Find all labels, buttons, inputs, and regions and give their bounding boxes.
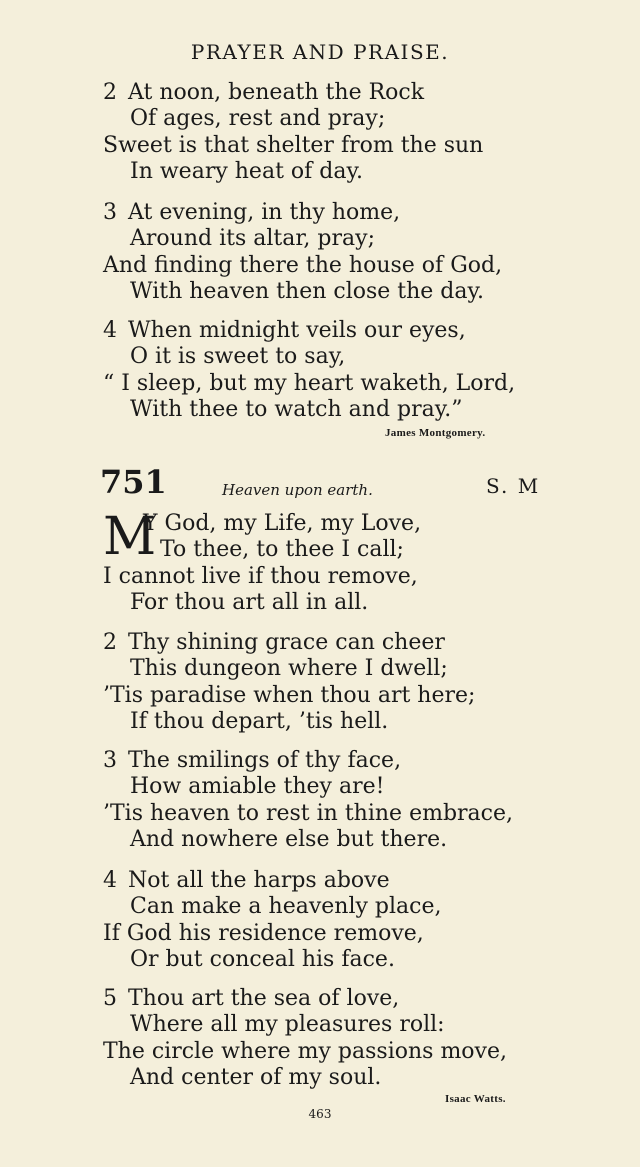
drop-cap: M — [103, 507, 157, 567]
verse-line: At noon, beneath the Rock — [128, 80, 425, 105]
page-number: 463 — [308, 1107, 332, 1121]
verse-line: If God his residence remove, — [103, 920, 424, 946]
verse-line: For thou art all in all. — [130, 589, 369, 615]
verse-line: Around its altar, pray; — [130, 226, 375, 252]
previous-hymn-verse-2 — [103, 80, 483, 185]
verse-line: And center of my soul. — [130, 1064, 382, 1090]
verse-line: Or but conceal his face. — [130, 946, 395, 972]
hymn-verse-5 — [103, 986, 507, 1091]
verse-line: This dungeon where I dwell; — [130, 656, 448, 682]
verse-line: “ I sleep, but my heart waketh, Lord, — [103, 370, 516, 396]
verse-line: ’Tis heaven to rest in thine embrace, — [103, 800, 513, 826]
hymn-verse-1 — [103, 507, 422, 616]
verse-line: To thee, to thee I call; — [160, 537, 404, 563]
verse-line: In weary heat of day. — [130, 158, 363, 184]
hymn-number: 751 — [100, 463, 167, 501]
verse-line: With thee to watch and pray.” — [130, 396, 463, 422]
verse-line: Can make a heavenly place, — [130, 894, 442, 920]
verse-line: Sweet is that shelter from the sun — [103, 132, 484, 158]
hymn-verse-4 — [103, 868, 442, 973]
verse-number: 2 — [103, 630, 117, 655]
verse-line: Not all the harps above — [128, 868, 390, 893]
verse-line: When midnight veils our eyes, — [128, 318, 466, 343]
verse-line: And finding there the house of God, — [103, 252, 503, 278]
verse-line: Thou art the sea of love, — [128, 986, 400, 1011]
hymn-verse-3 — [103, 748, 513, 853]
verse-line: Of ages, rest and pray; — [130, 106, 386, 132]
verse-line: Y God, my Life, my Love, — [143, 511, 422, 536]
verse-line: ’Tis paradise when thou art here; — [103, 682, 476, 708]
hymn-verse-2 — [103, 630, 475, 735]
verse-line: O it is sweet to say, — [130, 344, 346, 370]
verse-line: And nowhere else but there. — [130, 826, 448, 852]
verse-number: 4 — [103, 318, 117, 343]
verse-line: At evening, in thy home, — [128, 200, 401, 225]
verse-number: 3 — [103, 748, 117, 773]
verse-line: With heaven then close the day. — [130, 278, 484, 304]
verse-line: The smilings of thy face, — [128, 748, 402, 773]
verse-line: How amiable they are! — [130, 774, 385, 800]
previous-hymn-verse-3 — [103, 200, 502, 305]
verse-line: Thy shining grace can cheer — [128, 630, 445, 655]
verse-number: 5 — [103, 986, 117, 1011]
verse-line: Where all my pleasures roll: — [130, 1012, 445, 1038]
verse-line: If thou depart, ’tis hell. — [130, 708, 389, 734]
running-title: PRAYER AND PRAISE. — [190, 40, 450, 64]
hymn-title: Heaven upon earth. — [222, 481, 373, 499]
hymn-author: Isaac Watts. — [445, 1093, 506, 1105]
previous-hymn-verse-4 — [103, 318, 515, 423]
hymn-meter: S. M — [486, 474, 541, 498]
verse-line: I cannot live if thou remove, — [103, 563, 418, 589]
verse-line: The circle where my passions move, — [103, 1038, 507, 1064]
previous-hymn-author: James Montgomery. — [385, 427, 486, 439]
verse-number: 4 — [103, 868, 117, 893]
verse-number: 2 — [103, 80, 117, 105]
verse-number: 3 — [103, 200, 117, 225]
